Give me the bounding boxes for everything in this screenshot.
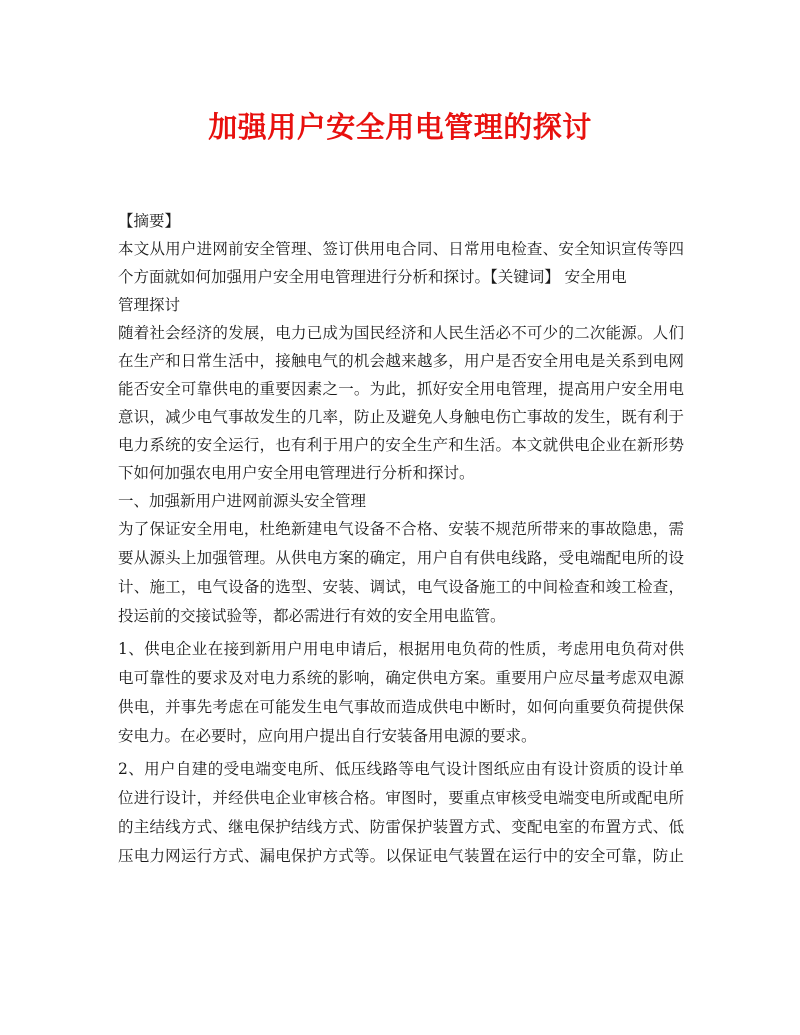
body-line: 【摘要】 <box>118 212 181 230</box>
body-line: 意识，减少电气事故发生的几率，防止及避免人身触电伤亡事故的发生，既有利于 <box>118 408 684 426</box>
body-line: 在生产和日常生活中，接触电气的机会越来越多，用户是否安全用电是关系到电网 <box>118 352 684 370</box>
body-line: 个方面就如何加强用户安全用电管理进行分析和探讨。【关键词】 安全用电 <box>118 268 627 286</box>
body-line: 1、供电企业在接到新用户用电申请后，根据用电负荷的性质，考虑用电负荷对供 <box>118 640 684 658</box>
body-line: 管理探讨 <box>118 296 181 314</box>
body-line: 为了保证安全用电，杜绝新建电气设备不合格、安装不规范所带来的事故隐患，需 <box>118 520 684 538</box>
body-line: 供电，并事先考虑在可能发生电气事故而造成供电中断时，如何向重要负荷提供保 <box>118 698 684 716</box>
body-line: 压电力网运行方式、漏电保护方式等。以保证电气装置在运行中的安全可靠，防止 <box>118 847 684 865</box>
body-line: 安电力。在必要时，应向用户提出自行安装备用电源的要求。 <box>118 727 537 745</box>
document-title: 加强用户安全用电管理的探讨 <box>208 110 592 144</box>
body-line: 要从源头上加强管理。从供电方案的确定，用户自有供电线路，受电端配电所的设 <box>118 549 684 567</box>
body-line: 计、施工，电气设备的选型、安装、调试，电气设备施工的中间检查和竣工检查， <box>118 578 684 596</box>
body-line: 能否安全可靠供电的重要因素之一。为此，抓好安全用电管理，提高用户安全用电 <box>118 380 684 398</box>
body-line: 位进行设计，并经供电企业审核合格。审图时，要重点审核受电端变电所或配电所 <box>118 789 684 807</box>
body-line: 随着社会经济的发展，电力已成为国民经济和人民生活必不可少的二次能源。人们 <box>118 324 684 342</box>
body-line: 电可靠性的要求及对电力系统的影响，确定供电方案。重要用户应尽量考虑双电源 <box>118 669 684 687</box>
document-body <box>118 207 684 871</box>
body-line: 电力系统的安全运行，也有利于用户的安全生产和生活。本文就供电企业在新形势 <box>118 436 684 454</box>
body-line: 本文从用户进网前安全管理、签订供用电合同、日常用电检查、安全知识宣传等四 <box>118 240 684 258</box>
body-line: 下如何加强农电用户安全用电管理进行分析和探讨。 <box>118 464 475 482</box>
body-line: 一、加强新用户进网前源头安全管理 <box>118 492 367 510</box>
body-line: 的主结线方式、继电保护结线方式、防雷保护装置方式、变配电室的布置方式、低 <box>118 818 684 836</box>
body-line: 2、用户自建的受电端变电所、低压线路等电气设计图纸应由有设计资质的设计单 <box>118 760 684 778</box>
body-line: 投运前的交接试验等，都必需进行有效的安全用电监管。 <box>118 607 506 625</box>
